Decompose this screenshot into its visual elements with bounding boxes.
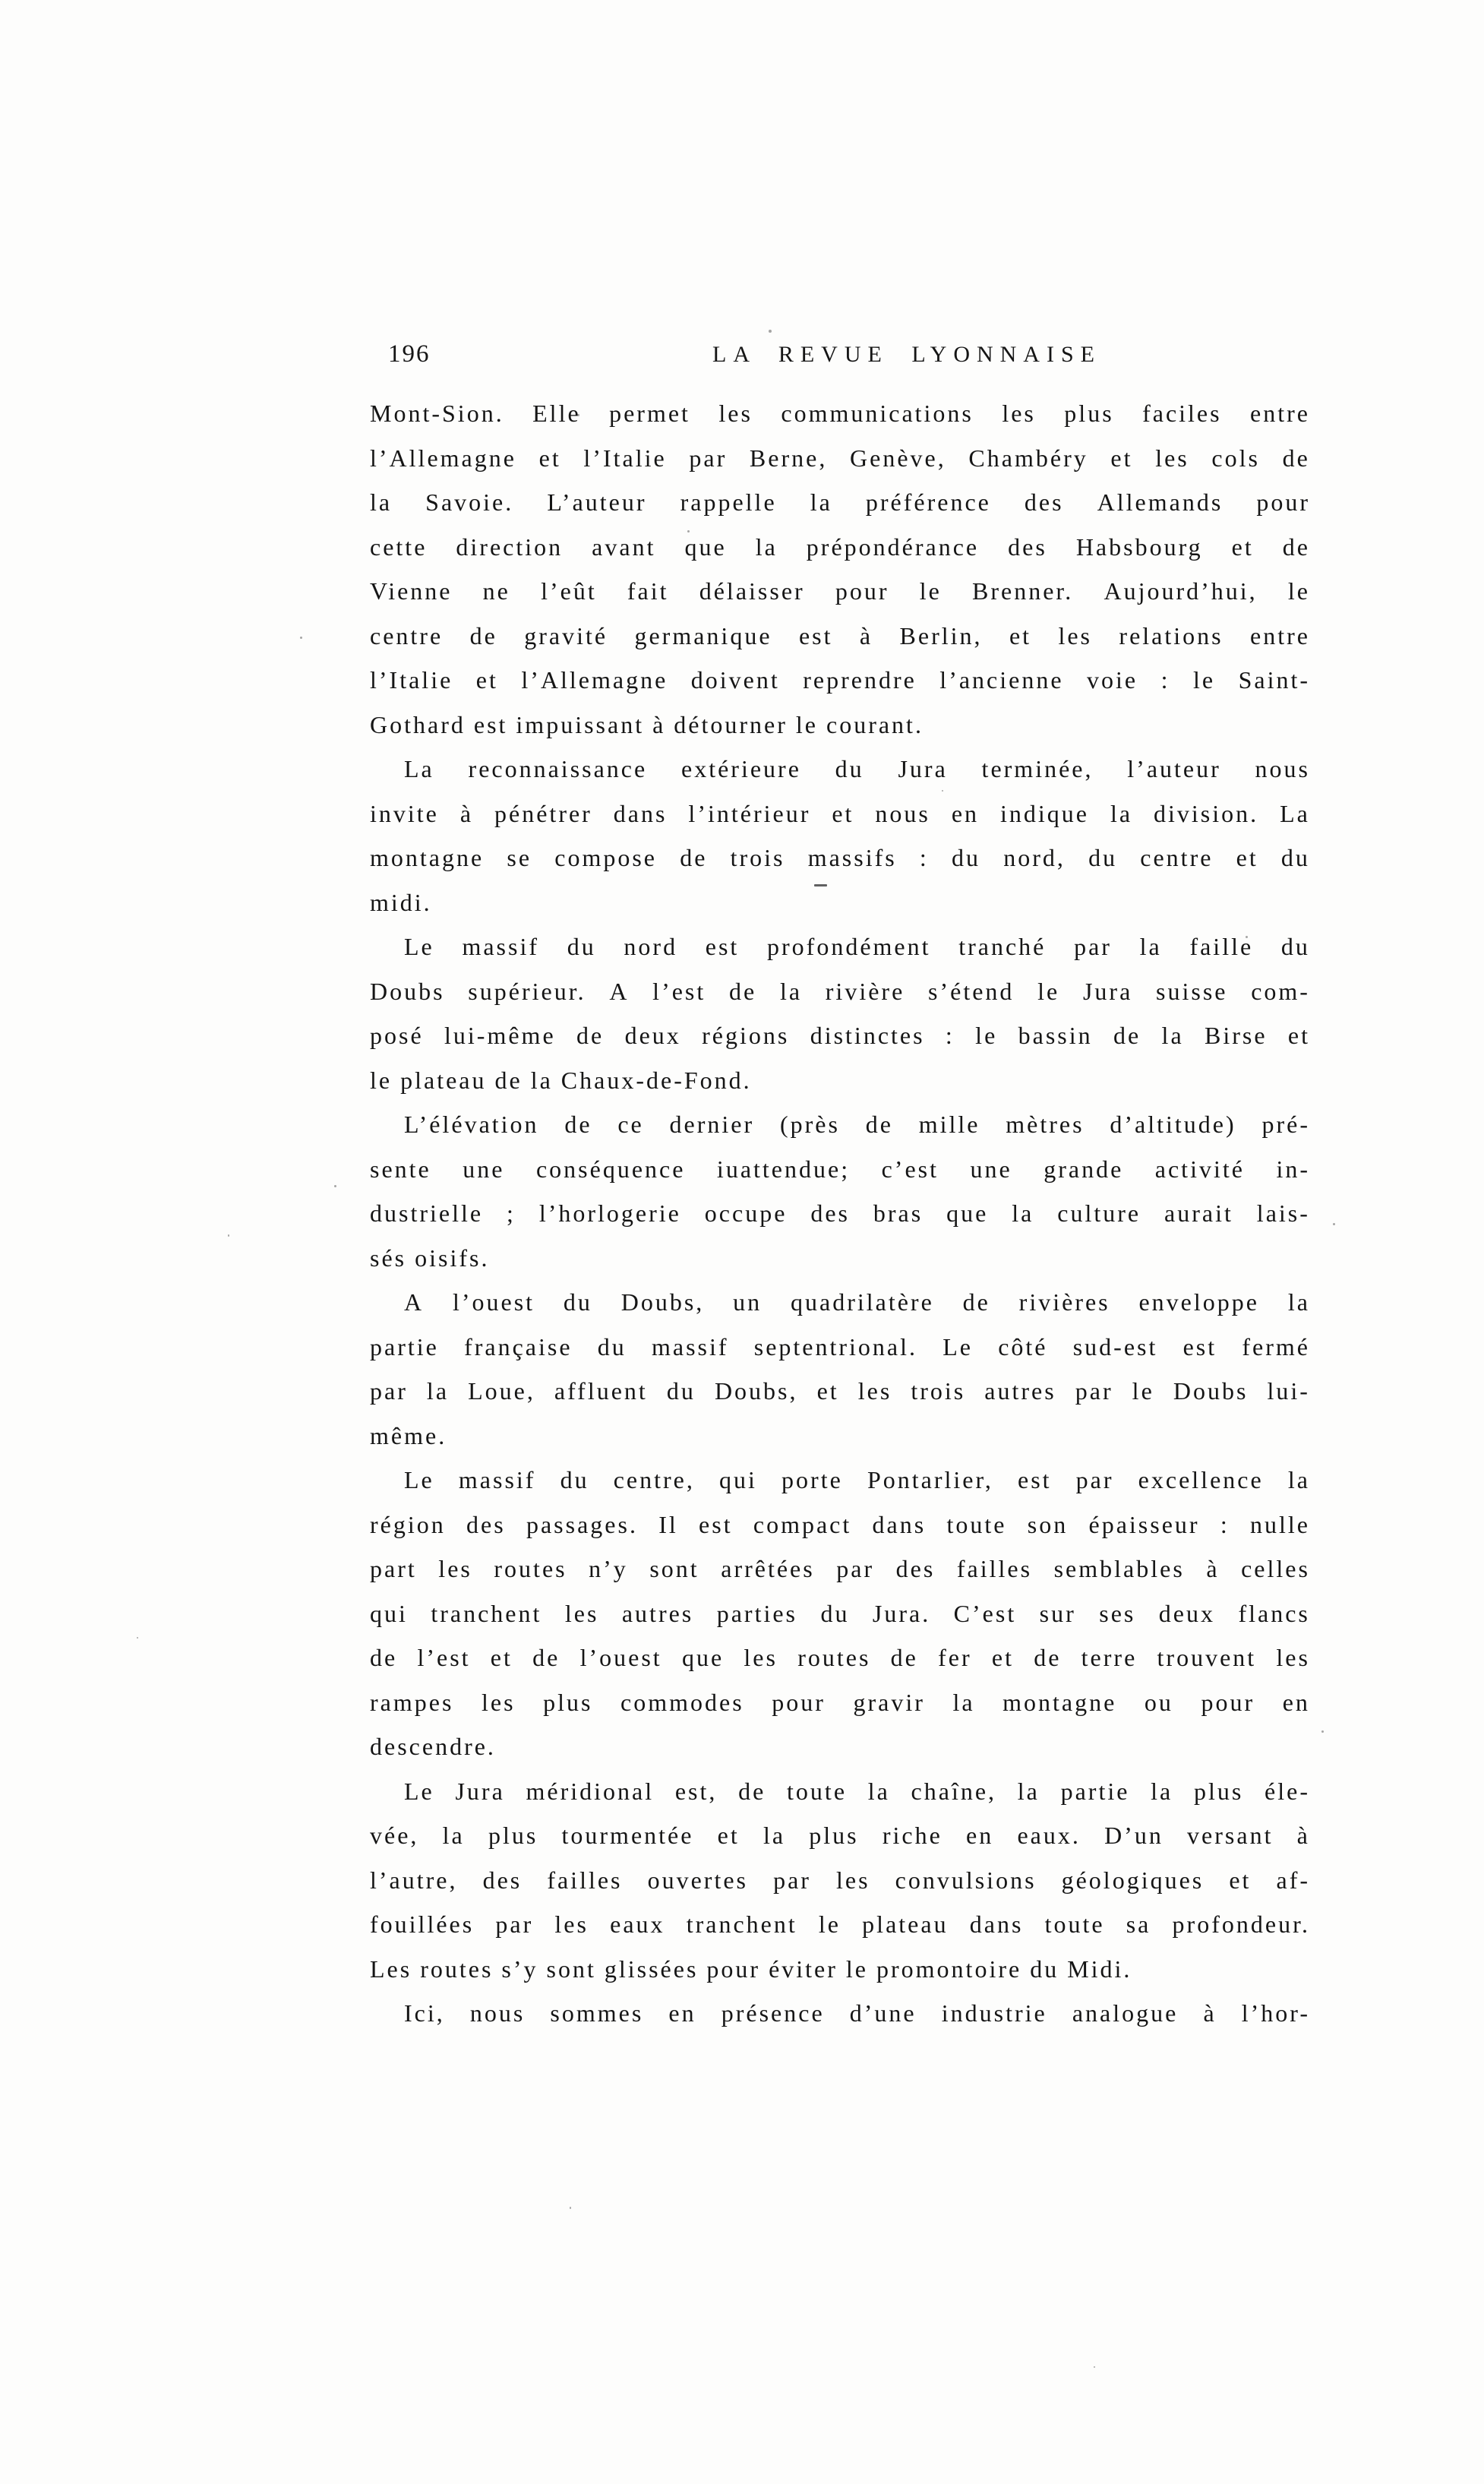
scan-speck	[228, 1234, 229, 1237]
journal-title: LA REVUE LYONNAISE	[712, 342, 1101, 367]
scan-speck	[942, 790, 943, 792]
paragraph	[370, 1458, 1310, 1769]
text-line: par la Loue, affluent du Doubs, et les trois autres par le Doubs lui-	[370, 1377, 1310, 1405]
text-line: région des passages. Il est compact dans toute son épaisseur : nulle	[370, 1510, 1310, 1538]
text-line: La reconnaissance extérieure du Jura terminée, l’auteur nous	[404, 755, 1310, 782]
scan-speck	[1246, 936, 1248, 938]
text-line: Ici, nous sommes en présence d’une industrie analogue à l’hor-	[404, 1999, 1310, 2027]
text-line: partie française du massif septentrional. Le côté sud-est est fermé	[370, 1332, 1310, 1361]
scan-speck	[300, 637, 302, 639]
scan-speck	[1132, 1884, 1133, 1885]
scan-speck	[1321, 1730, 1324, 1733]
text-line: l’autre, des failles ouvertes par les convulsions géologiques et af-	[370, 1866, 1310, 1894]
scan-speck	[1333, 1223, 1335, 1225]
text-line: l’Italie et l’Allemagne doivent reprendre l’ancienne voie : le Saint-	[370, 666, 1310, 694]
text-line: Gothard est impuissant à détourner le courant.	[370, 710, 924, 738]
text-line: L’élévation de ce dernier (près de mille mètres d’altitude) pré-	[404, 1111, 1310, 1138]
text-line: Le Jura méridional est, de toute la chaîne, la partie la plus éle-	[404, 1777, 1310, 1805]
page-number: 196	[388, 340, 431, 368]
text-line: sente une conséquence iuattendue; c’est une grande activité in-	[370, 1155, 1310, 1183]
text-line: Mont-Sion. Elle permet les communications les plus faciles entre	[370, 400, 1310, 427]
scan-speck	[334, 1185, 336, 1187]
paragraph	[370, 747, 1310, 924]
text-line: part les routes n’y sont arrêtées par des failles semblables à celles	[370, 1555, 1310, 1582]
scan-speck	[814, 884, 827, 886]
paragraph	[370, 1102, 1310, 1280]
scan-speck	[577, 414, 579, 416]
text-line: Le massif du centre, qui porte Pontarlier, est par excellence la	[404, 1466, 1310, 1493]
scan-speck	[137, 1637, 138, 1639]
scan-speck	[687, 530, 690, 533]
text-line: sés oisifs.	[370, 1244, 490, 1272]
scan-speck	[1094, 2366, 1095, 2368]
text-line: le plateau de la Chaux-de-Fond.	[370, 1066, 752, 1094]
text-line: montagne se compose de trois massifs : du nord, du centre et du	[370, 844, 1310, 871]
text-line: Doubs supérieur. A l’est de la rivière s’étend le Jura suisse com-	[370, 977, 1310, 1005]
text-line: l’Allemagne et l’Italie par Berne, Genève, Chambéry et les cols de	[370, 444, 1310, 472]
text-line: midi.	[370, 888, 432, 916]
paragraph	[370, 1991, 1310, 2036]
text-line: invite à pénétrer dans l’intérieur et nous en indique la division. La	[370, 799, 1310, 827]
running-head	[0, 340, 1484, 378]
text-line: descendre.	[370, 1733, 496, 1760]
scan-speck	[769, 330, 772, 333]
text-line: de l’est et de l’ouest que les routes de fer et de terre trouvent les	[370, 1644, 1310, 1671]
text-line: Les routes s’y sont glissées pour éviter le promontoire du Midi.	[370, 1955, 1132, 1983]
text-line: Vienne ne l’eût fait délaisser pour le Brenner. Aujourd’hui, le	[370, 577, 1310, 605]
text-line: centre de gravité germanique est à Berlin, et les relations entre	[370, 621, 1310, 649]
text-line: fouillées par les eaux tranchent le plateau dans toute sa profondeur.	[370, 1910, 1310, 1938]
scan-speck	[570, 2207, 571, 2209]
text-line: posé lui-même de deux régions distinctes : le bassin de la Birse et	[370, 1022, 1310, 1049]
paragraph	[370, 391, 1310, 747]
text-line: rampes les plus commodes pour gravir la montagne ou pour en	[370, 1688, 1310, 1716]
paragraph	[370, 924, 1310, 1102]
paragraph	[370, 1280, 1310, 1458]
text-line: vée, la plus tourmentée et la plus riche en eaux. D’un versant à	[370, 1822, 1310, 1849]
text-line: même.	[370, 1421, 447, 1449]
text-line: A l’ouest du Doubs, un quadrilatère de rivières enveloppe la	[404, 1288, 1310, 1316]
text-line: cette direction avant que la prépondérance des Habsbourg et de	[370, 533, 1310, 561]
text-line: Le massif du nord est profondément tranché par la faille du	[404, 933, 1310, 960]
body-text	[370, 391, 1310, 2036]
text-line: dustrielle ; l’horlogerie occupe des bras que la culture aurait lais-	[370, 1199, 1310, 1227]
paragraph	[370, 1769, 1310, 1992]
text-line: la Savoie. L’auteur rappelle la préférence des Allemands pour	[370, 488, 1310, 516]
text-line: qui tranchent les autres parties du Jura. C’est sur ses deux flancs	[370, 1599, 1310, 1627]
